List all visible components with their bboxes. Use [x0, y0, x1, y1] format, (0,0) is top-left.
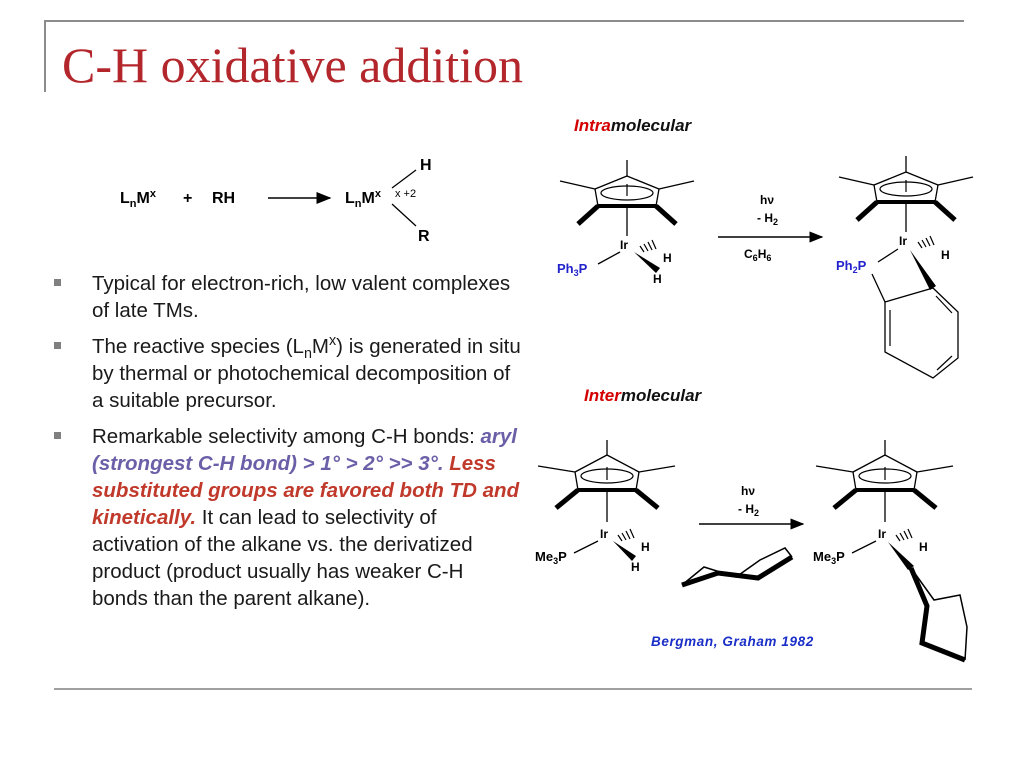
svg-text:H: H: [663, 251, 672, 265]
bullet-text: Remarkable selectivity among C-H bonds: aryl (strongest C-H bond) > 1° > 2° >> 3°. Less substituted groups are favored both TD and kinetically. It can lead to selectivity of activation of the alkane vs. the derivatized product (product usually has weaker C-H bonds than the parent alkane).: [92, 425, 520, 610]
cp-star-ir-reactant-inter: [535, 440, 675, 574]
cyclohexane: [682, 548, 792, 585]
svg-text:+: +: [183, 190, 193, 207]
svg-text:Ir: Ir: [899, 234, 908, 248]
svg-text:- H2: - $H_2$: [757, 211, 779, 227]
cp-star-ir-reactant-intra: [557, 160, 694, 286]
svg-text:H: H: [631, 560, 640, 574]
citation: Bergman, Graham 1982: [651, 634, 814, 649]
svg-text:Ir: Ir: [620, 238, 629, 252]
svg-text:LnMx: $L_nM^x$: [120, 188, 156, 210]
svg-text:R: R: [418, 228, 430, 245]
svg-text:Ph2P: $Ph_2P$: [836, 258, 867, 275]
svg-text:hν: hν: [741, 484, 756, 498]
selectivity-order: aryl (strongest C-H bond) > 1° > 2° >> 3°.: [92, 425, 518, 475]
general-equation: [120, 157, 432, 245]
svg-text:x +2: x +2: [395, 188, 417, 200]
svg-text:C6H6: $C_6H_6$: [744, 247, 772, 263]
bullet-text: The reactive species $(L_nM^x)$ is generated in situ by thermal or photochemical decomposition of a suitable precursor.: [92, 333, 521, 412]
svg-text:Ir: Ir: [878, 527, 887, 541]
svg-text:LnMx: $L_nM^x$: [345, 188, 381, 210]
svg-text:hν: hν: [760, 193, 775, 207]
cp-star-ir-product-inter: [813, 440, 967, 660]
inter-conditions: [682, 484, 803, 585]
svg-text:- H2: - $H_2$: [738, 502, 760, 518]
intramolecular-label: Intramolecular: [574, 116, 692, 135]
svg-text:Ph3P: $Ph_3P$: [557, 261, 588, 278]
svg-text:H: H: [941, 248, 950, 262]
svg-text:H: H: [919, 540, 928, 554]
cyclohexyl-ring: [911, 568, 967, 660]
cp-star-ir-product-intra: [836, 156, 973, 378]
bullet-text: Typical for electron-rich, low valent complexes of late TMs.: [92, 272, 511, 322]
svg-text:RH: RH: [212, 190, 236, 207]
intermolecular-label: Intermolecular: [584, 386, 702, 405]
svg-text:H: H: [641, 540, 650, 554]
svg-text:Me3P: $Me_3P$: [535, 549, 567, 566]
svg-text:H: H: [653, 272, 662, 286]
slide-title: C-H oxidative addition: [62, 37, 524, 93]
intra-conditions: [718, 193, 822, 263]
selectivity-note: Less substituted groups are favored both TD and kinetically.: [92, 452, 520, 529]
svg-text:H: H: [420, 157, 432, 174]
svg-text:Ir: Ir: [600, 527, 609, 541]
svg-text:Me3P: $Me_3P$: [813, 549, 845, 566]
